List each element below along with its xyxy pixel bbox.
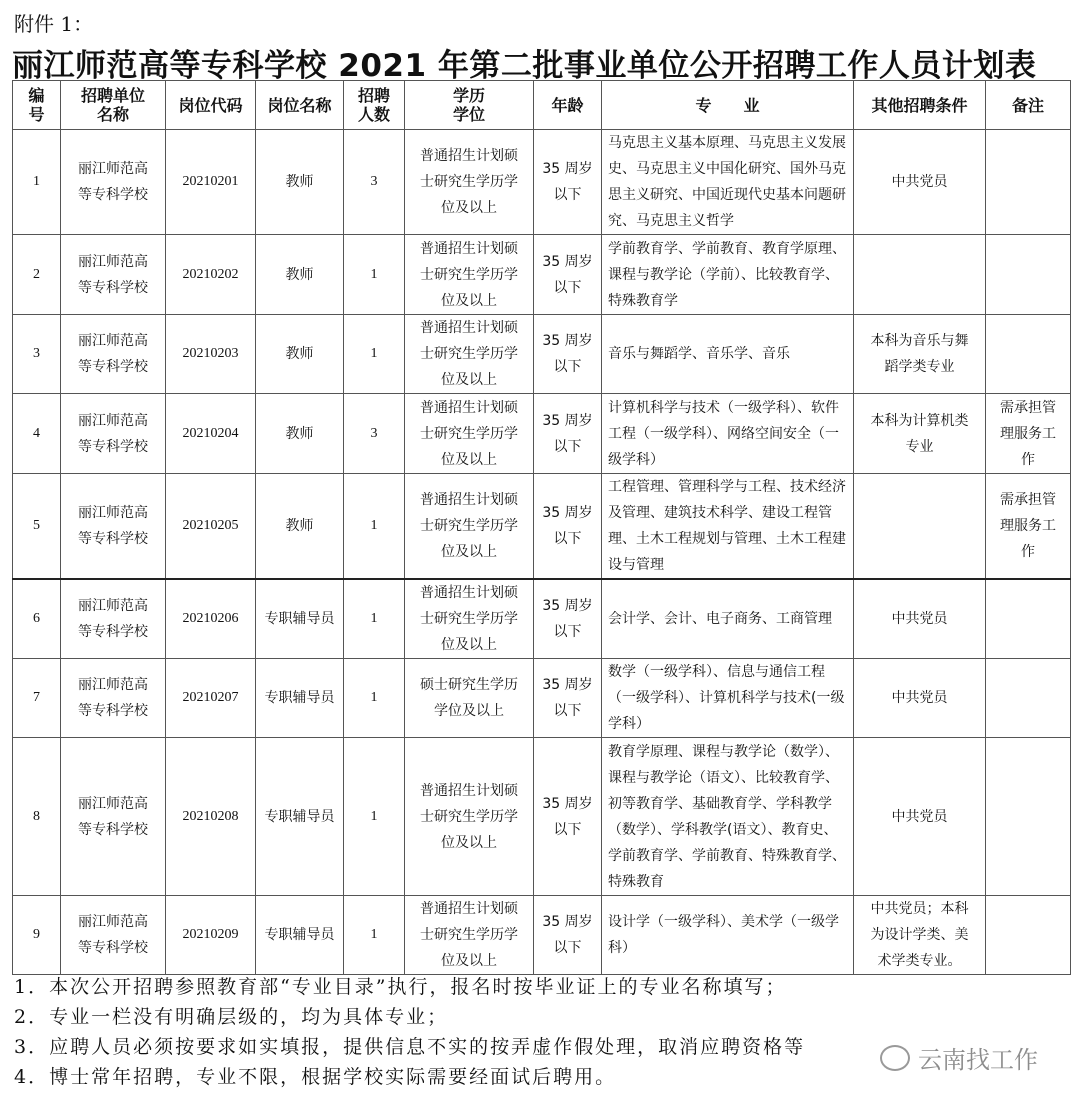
cell-hire-count: 1 <box>344 235 405 315</box>
cell-major: 设计学（一级学科）、美术学（一级学科） <box>602 896 854 975</box>
cell-education: 普通招生计划硕士研究生学历学位及以上 <box>405 130 534 235</box>
header-unit: 招聘单位名称 <box>61 81 166 130</box>
cell-age-limit: 35 周岁以下 <box>534 738 602 896</box>
cell-unit-name: 丽江师范高等专科学校 <box>61 738 166 896</box>
note-1: 1．本次公开招聘参照教育部“专业目录”执行，报名时按毕业证上的专业名称填写； <box>14 976 787 998</box>
cell-post-code: 20210205 <box>166 474 256 580</box>
cell-post-name: 教师 <box>256 130 344 235</box>
cell-unit-name: 丽江师范高等专科学校 <box>61 896 166 975</box>
table-row <box>13 896 1071 975</box>
note-4: 4．博士常年招聘，专业不限，根据学校实际需要经面试后聘用。 <box>14 1066 617 1088</box>
cell-row-number: 3 <box>13 315 61 394</box>
cell-major: 数学（一级学科）、信息与通信工程（一级学科）、计算机科学与技术(一级学科） <box>602 659 854 738</box>
cell-row-number: 8 <box>13 738 61 896</box>
header-age: 年龄 <box>534 81 602 130</box>
cell-major: 工程管理、管理科学与工程、技术经济及管理、建筑技术科学、建设工程管理、土木工程规划与管理、土木工程建设与管理 <box>602 474 854 580</box>
watermark <box>880 1040 1038 1075</box>
cell-other-conditions: 本科为计算机类专业 <box>854 394 986 474</box>
cell-unit-name: 丽江师范高等专科学校 <box>61 130 166 235</box>
cell-hire-count: 3 <box>344 394 405 474</box>
cell-age-limit: 35 周岁以下 <box>534 659 602 738</box>
cell-row-number: 7 <box>13 659 61 738</box>
cell-education: 普通招生计划硕士研究生学历学位及以上 <box>405 315 534 394</box>
header-code: 岗位代码 <box>166 81 256 130</box>
cell-education: 普通招生计划硕士研究生学历学位及以上 <box>405 394 534 474</box>
note-2: 2．专业一栏没有明确层级的，均为具体专业； <box>14 1006 449 1028</box>
cell-age-limit: 35 周岁以下 <box>534 235 602 315</box>
notes <box>14 972 805 1092</box>
cell-remark <box>986 579 1071 659</box>
header-other: 其他招聘条件 <box>854 81 986 130</box>
cell-hire-count: 1 <box>344 315 405 394</box>
cell-post-code: 20210204 <box>166 394 256 474</box>
cell-post-code: 20210207 <box>166 659 256 738</box>
header-no: 编号 <box>13 81 61 130</box>
cell-education: 普通招生计划硕士研究生学历学位及以上 <box>405 235 534 315</box>
cell-age-limit: 35 周岁以下 <box>534 394 602 474</box>
table-row <box>13 659 1071 738</box>
cell-post-name: 教师 <box>256 315 344 394</box>
cell-education: 普通招生计划硕士研究生学历学位及以上 <box>405 896 534 975</box>
table-row <box>13 579 1071 659</box>
header-edu: 学历学位 <box>405 81 534 130</box>
cell-age-limit: 35 周岁以下 <box>534 579 602 659</box>
cell-row-number: 1 <box>13 130 61 235</box>
cell-post-name: 教师 <box>256 474 344 580</box>
header-count: 招聘人数 <box>344 81 405 130</box>
cell-age-limit: 35 周岁以下 <box>534 896 602 975</box>
table-header-row <box>13 81 1071 130</box>
cell-age-limit: 35 周岁以下 <box>534 474 602 580</box>
cell-major: 会计学、会计、电子商务、工商管理 <box>602 579 854 659</box>
cell-hire-count: 1 <box>344 474 405 580</box>
cell-row-number: 2 <box>13 235 61 315</box>
cell-row-number: 5 <box>13 474 61 580</box>
cell-unit-name: 丽江师范高等专科学校 <box>61 474 166 580</box>
cell-post-code: 20210208 <box>166 738 256 896</box>
table-row <box>13 474 1071 580</box>
cell-hire-count: 1 <box>344 738 405 896</box>
cell-education: 普通招生计划硕士研究生学历学位及以上 <box>405 474 534 580</box>
cell-major: 音乐与舞蹈学、音乐学、音乐 <box>602 315 854 394</box>
header-note: 备注 <box>986 81 1071 130</box>
cell-other-conditions: 本科为音乐与舞蹈学类专业 <box>854 315 986 394</box>
cell-post-name: 专职辅导员 <box>256 659 344 738</box>
cell-post-name: 教师 <box>256 394 344 474</box>
cell-other-conditions: 中共党员；本科为设计学类、美术学类专业。 <box>854 896 986 975</box>
cell-post-code: 20210201 <box>166 130 256 235</box>
cell-other-conditions: 中共党员 <box>854 130 986 235</box>
cell-post-code: 20210202 <box>166 235 256 315</box>
cell-age-limit: 35 周岁以下 <box>534 130 602 235</box>
cell-row-number: 6 <box>13 579 61 659</box>
cell-education: 普通招生计划硕士研究生学历学位及以上 <box>405 738 534 896</box>
cell-other-conditions <box>854 474 986 580</box>
header-post: 岗位名称 <box>256 81 344 130</box>
cell-unit-name: 丽江师范高等专科学校 <box>61 659 166 738</box>
header-major: 专 业 <box>602 81 854 130</box>
table-row <box>13 130 1071 235</box>
wechat-icon <box>880 1045 910 1071</box>
cell-hire-count: 1 <box>344 579 405 659</box>
note-3: 3．应聘人员必须按要求如实填报，提供信息不实的按弄虚作假处理，取消应聘资格等 <box>14 1036 806 1058</box>
cell-post-name: 专职辅导员 <box>256 738 344 896</box>
cell-unit-name: 丽江师范高等专科学校 <box>61 394 166 474</box>
cell-age-limit: 35 周岁以下 <box>534 315 602 394</box>
cell-unit-name: 丽江师范高等专科学校 <box>61 235 166 315</box>
cell-hire-count: 1 <box>344 659 405 738</box>
cell-hire-count: 1 <box>344 896 405 975</box>
cell-unit-name: 丽江师范高等专科学校 <box>61 315 166 394</box>
document-title: 丽江师范高等专科学校 2021 年第二批事业单位公开招聘工作人员计划表 <box>12 48 1037 84</box>
cell-remark: 需承担管理服务工作 <box>986 474 1071 580</box>
cell-row-number: 4 <box>13 394 61 474</box>
cell-major: 计算机科学与技术（一级学科）、软件工程（一级学科）、网络空间安全（一级学科） <box>602 394 854 474</box>
cell-other-conditions: 中共党员 <box>854 579 986 659</box>
cell-post-code: 20210203 <box>166 315 256 394</box>
cell-major: 学前教育学、学前教育、教育学原理、课程与教学论（学前）、比较教育学、特殊教育学 <box>602 235 854 315</box>
cell-education: 硕士研究生学历学位及以上 <box>405 659 534 738</box>
cell-hire-count: 3 <box>344 130 405 235</box>
table-row <box>13 235 1071 315</box>
table-body <box>13 130 1071 975</box>
cell-post-name: 专职辅导员 <box>256 579 344 659</box>
attachment-label: 附件 1： <box>14 12 94 36</box>
cell-remark <box>986 896 1071 975</box>
cell-remark <box>986 235 1071 315</box>
cell-post-name: 教师 <box>256 235 344 315</box>
cell-major: 教育学原理、课程与教学论（数学）、课程与教学论（语文）、比较教育学、初等教育学、基础教育学、学科教学（数学）、学科教学(语文）、教育史、学前教育学、学前教育、特殊教育学、特殊教育 <box>602 738 854 896</box>
cell-remark <box>986 130 1071 235</box>
cell-remark <box>986 315 1071 394</box>
cell-post-code: 20210209 <box>166 896 256 975</box>
cell-other-conditions: 中共党员 <box>854 659 986 738</box>
cell-post-name: 专职辅导员 <box>256 896 344 975</box>
cell-other-conditions <box>854 235 986 315</box>
table-row <box>13 394 1071 474</box>
watermark-text: 云南找工作 <box>918 1046 1038 1074</box>
cell-remark <box>986 738 1071 896</box>
table-row <box>13 315 1071 394</box>
cell-other-conditions: 中共党员 <box>854 738 986 896</box>
cell-major: 马克思主义基本原理、马克思主义发展史、马克思主义中国化研究、国外马克思主义研究、中国近现代史基本问题研究、马克思主义哲学 <box>602 130 854 235</box>
cell-row-number: 9 <box>13 896 61 975</box>
table-row <box>13 738 1071 896</box>
recruitment-plan-table <box>12 80 1071 975</box>
cell-unit-name: 丽江师范高等专科学校 <box>61 579 166 659</box>
cell-remark <box>986 659 1071 738</box>
cell-remark: 需承担管理服务工作 <box>986 394 1071 474</box>
cell-post-code: 20210206 <box>166 579 256 659</box>
cell-education: 普通招生计划硕士研究生学历学位及以上 <box>405 579 534 659</box>
